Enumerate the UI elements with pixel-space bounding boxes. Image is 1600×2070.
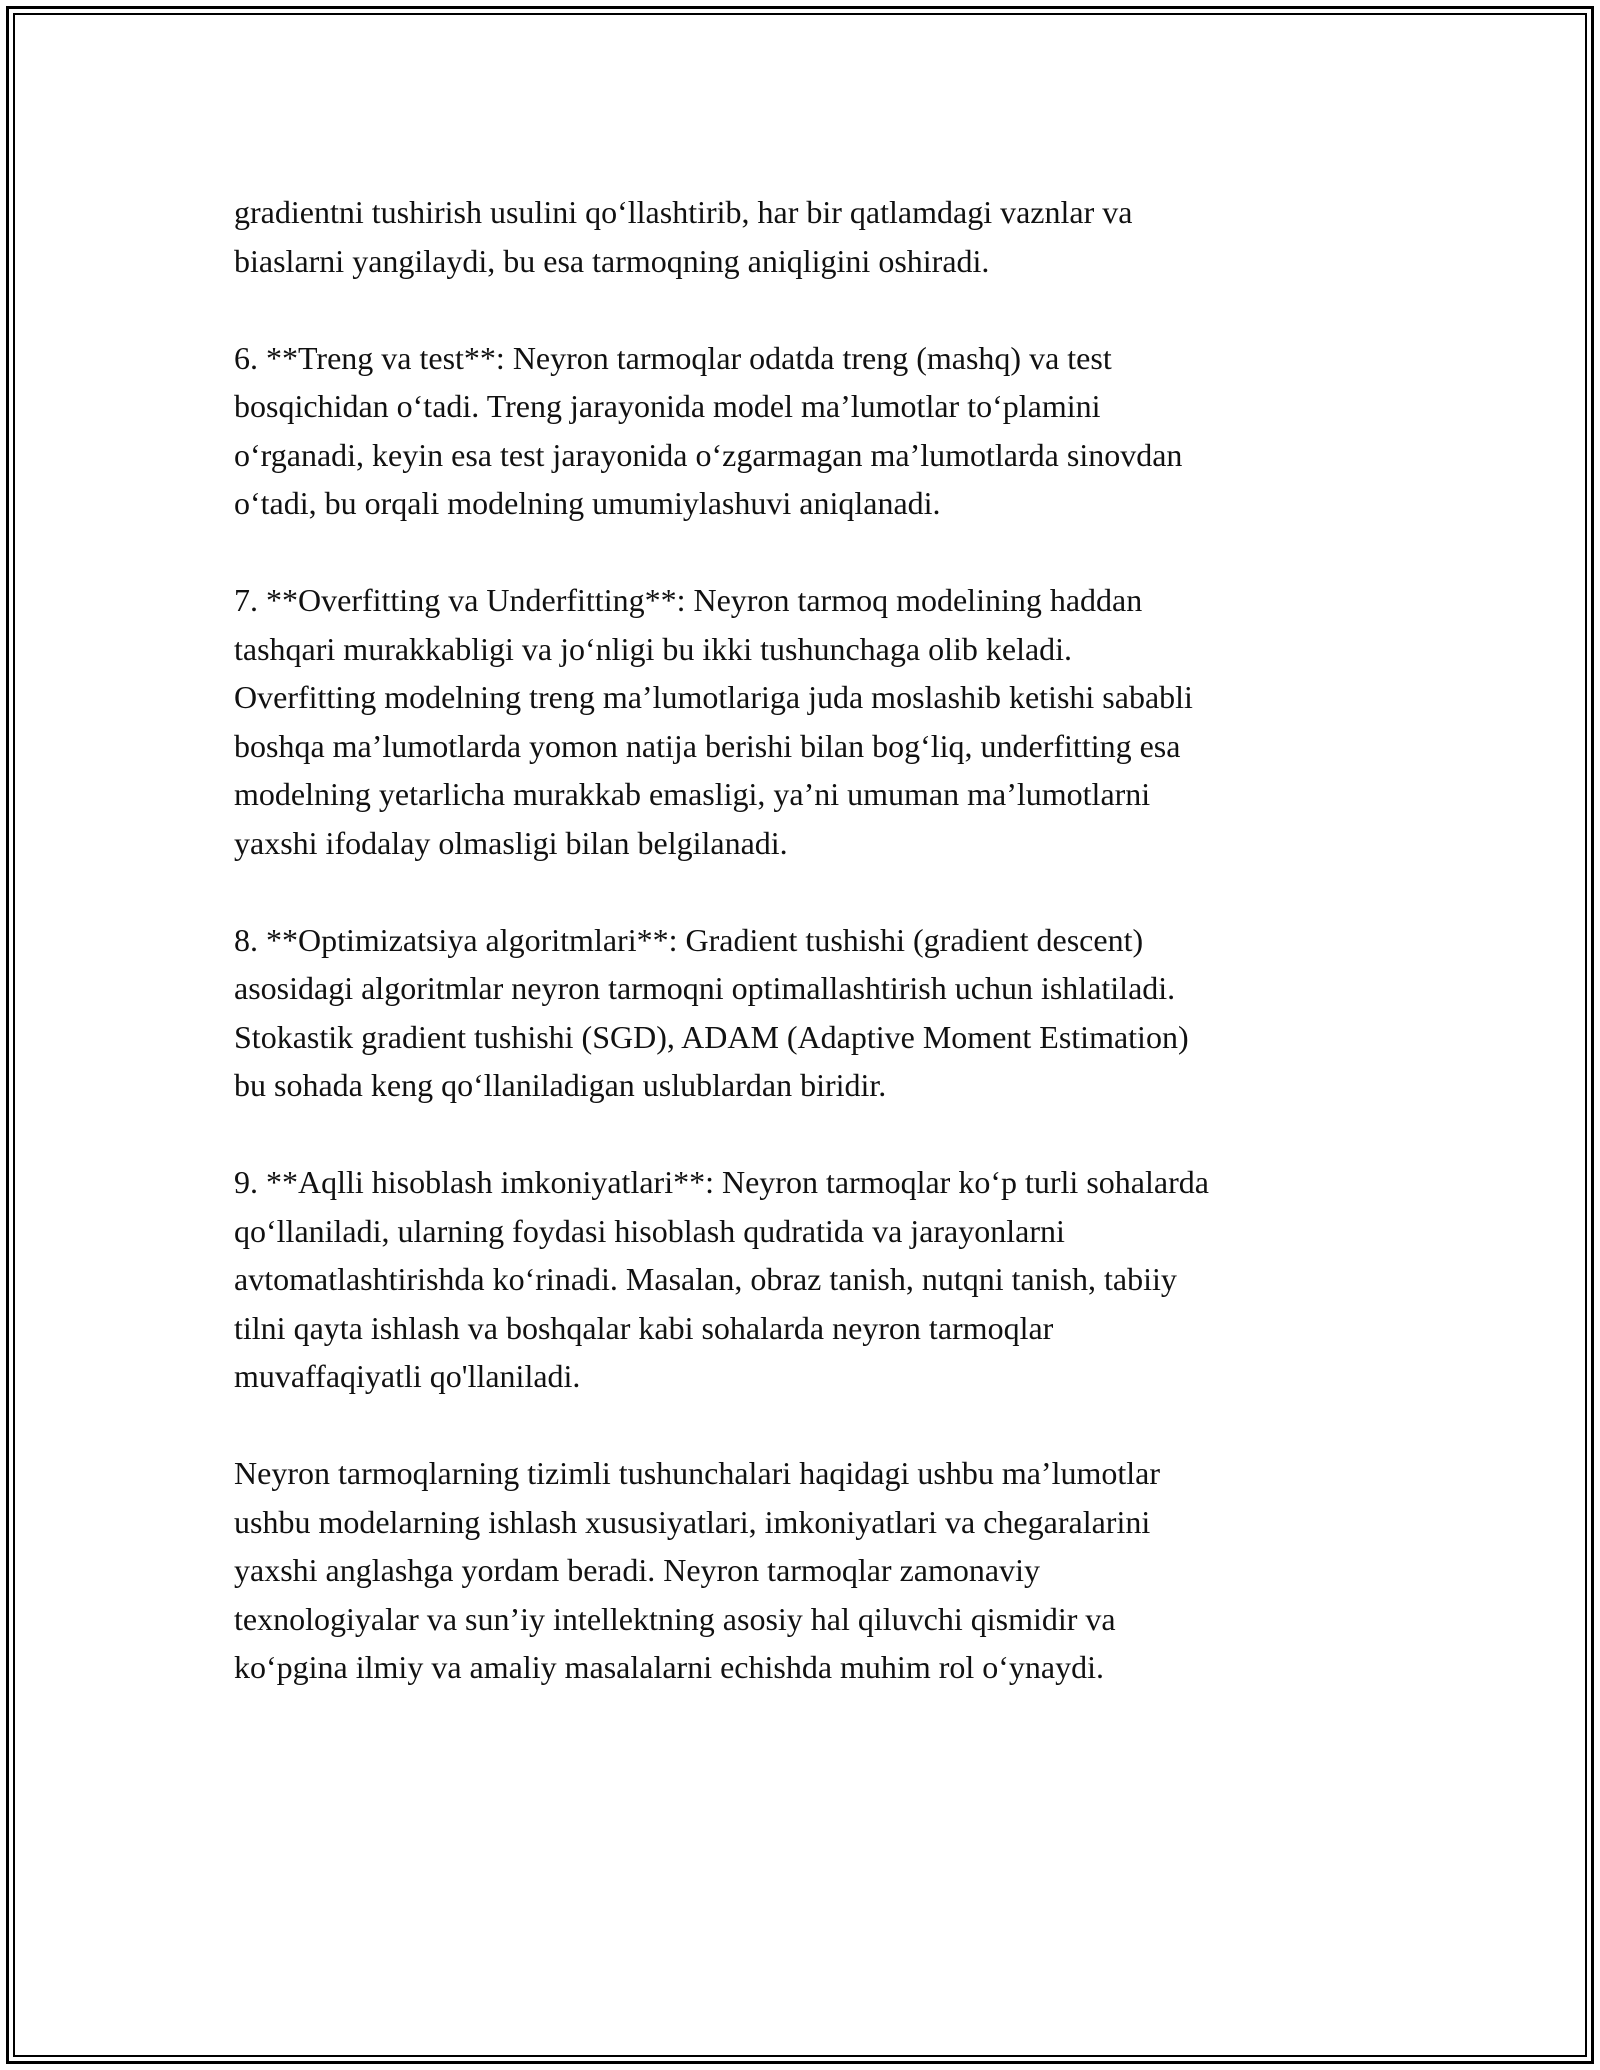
paragraph-smart-computing: 9. **Aqlli hisoblash imkoniyatlari**: Neyron tarmoqlar ko‘p turli sohalarda qo‘llaniladi, ularning foydasi hisoblash qudratida va jarayonlarni avtomatlashtirishda ko‘rinadi. Masalan, obraz tanish, nutqni tanish, tabiiy tilni qayta ishlash va boshqalar kabi sohalarda neyron tarmoqlar muvaffaqiyatli qo'llaniladi.	[234, 1164, 1209, 1394]
paragraph-overfitting-underfitting: 7. **Overfitting va Underfitting**: Neyron tarmoq modelining haddan tashqari murakkabligi va jo‘nligi bu ikki tushunchaga olib keladi. Overfitting modelning treng ma’lumotlariga juda moslashib ketishi sababli boshqa ma’lumotlarda yomon natija berishi bilan bog‘liq, underfitting esa modelning yetarlicha murakkab emasligi, ya’ni umuman ma’lumotlarni yaxshi ifodalay olmasligi bilan belgilanadi.	[234, 582, 1193, 861]
paragraph-optimization-algorithms: 8. **Optimizatsiya algoritmlari**: Gradient tushishi (gradient descent) asosidagi algoritmlar neyron tarmoqni optimallashtirish uchun ishlatiladi. Stokastik gradient tushishi (SGD), ADAM (Adaptive Moment Estimation) bu sohada keng qo‘llaniladigan uslublardan biridir.	[234, 921, 1189, 1103]
paragraph-train-and-test: 6. **Treng va test**: Neyron tarmoqlar odatda treng (mashq) va test bosqichidan o‘tadi. Treng jarayonida model ma’lumotlar to‘plamini o‘rganadi, keyin esa test jarayonida o‘zgarmagan ma’lumotlarda sinovdan o‘tadi, bu orqali modelning umumiylashuvi aniqlanadi.	[234, 339, 1183, 521]
paragraph-conclusion: Neyron tarmoqlarning tizimli tushunchalari haqidagi ushbu ma’lumotlar ushbu modelarning ishlash xususiyatlari, imkoniyatlari va chegaralarini yaxshi anglashga yordam beradi. Neyron tarmoqlar zamonaviy texnologiyalar va sun’iy intellektning asosiy hal qiluvchi qismidir va ko‘pgina ilmiy va amaliy masalalarni echishda muhim rol o‘ynaydi.	[234, 1455, 1160, 1685]
paragraph-gradient-continuation: gradientni tushirish usulini qo‘llashtirib, har bir qatlamdagi vaznlar va biaslarni yangilaydi, bu esa tarmoqning aniqligini oshiradi.	[234, 194, 1133, 279]
document-body	[234, 188, 1374, 1740]
